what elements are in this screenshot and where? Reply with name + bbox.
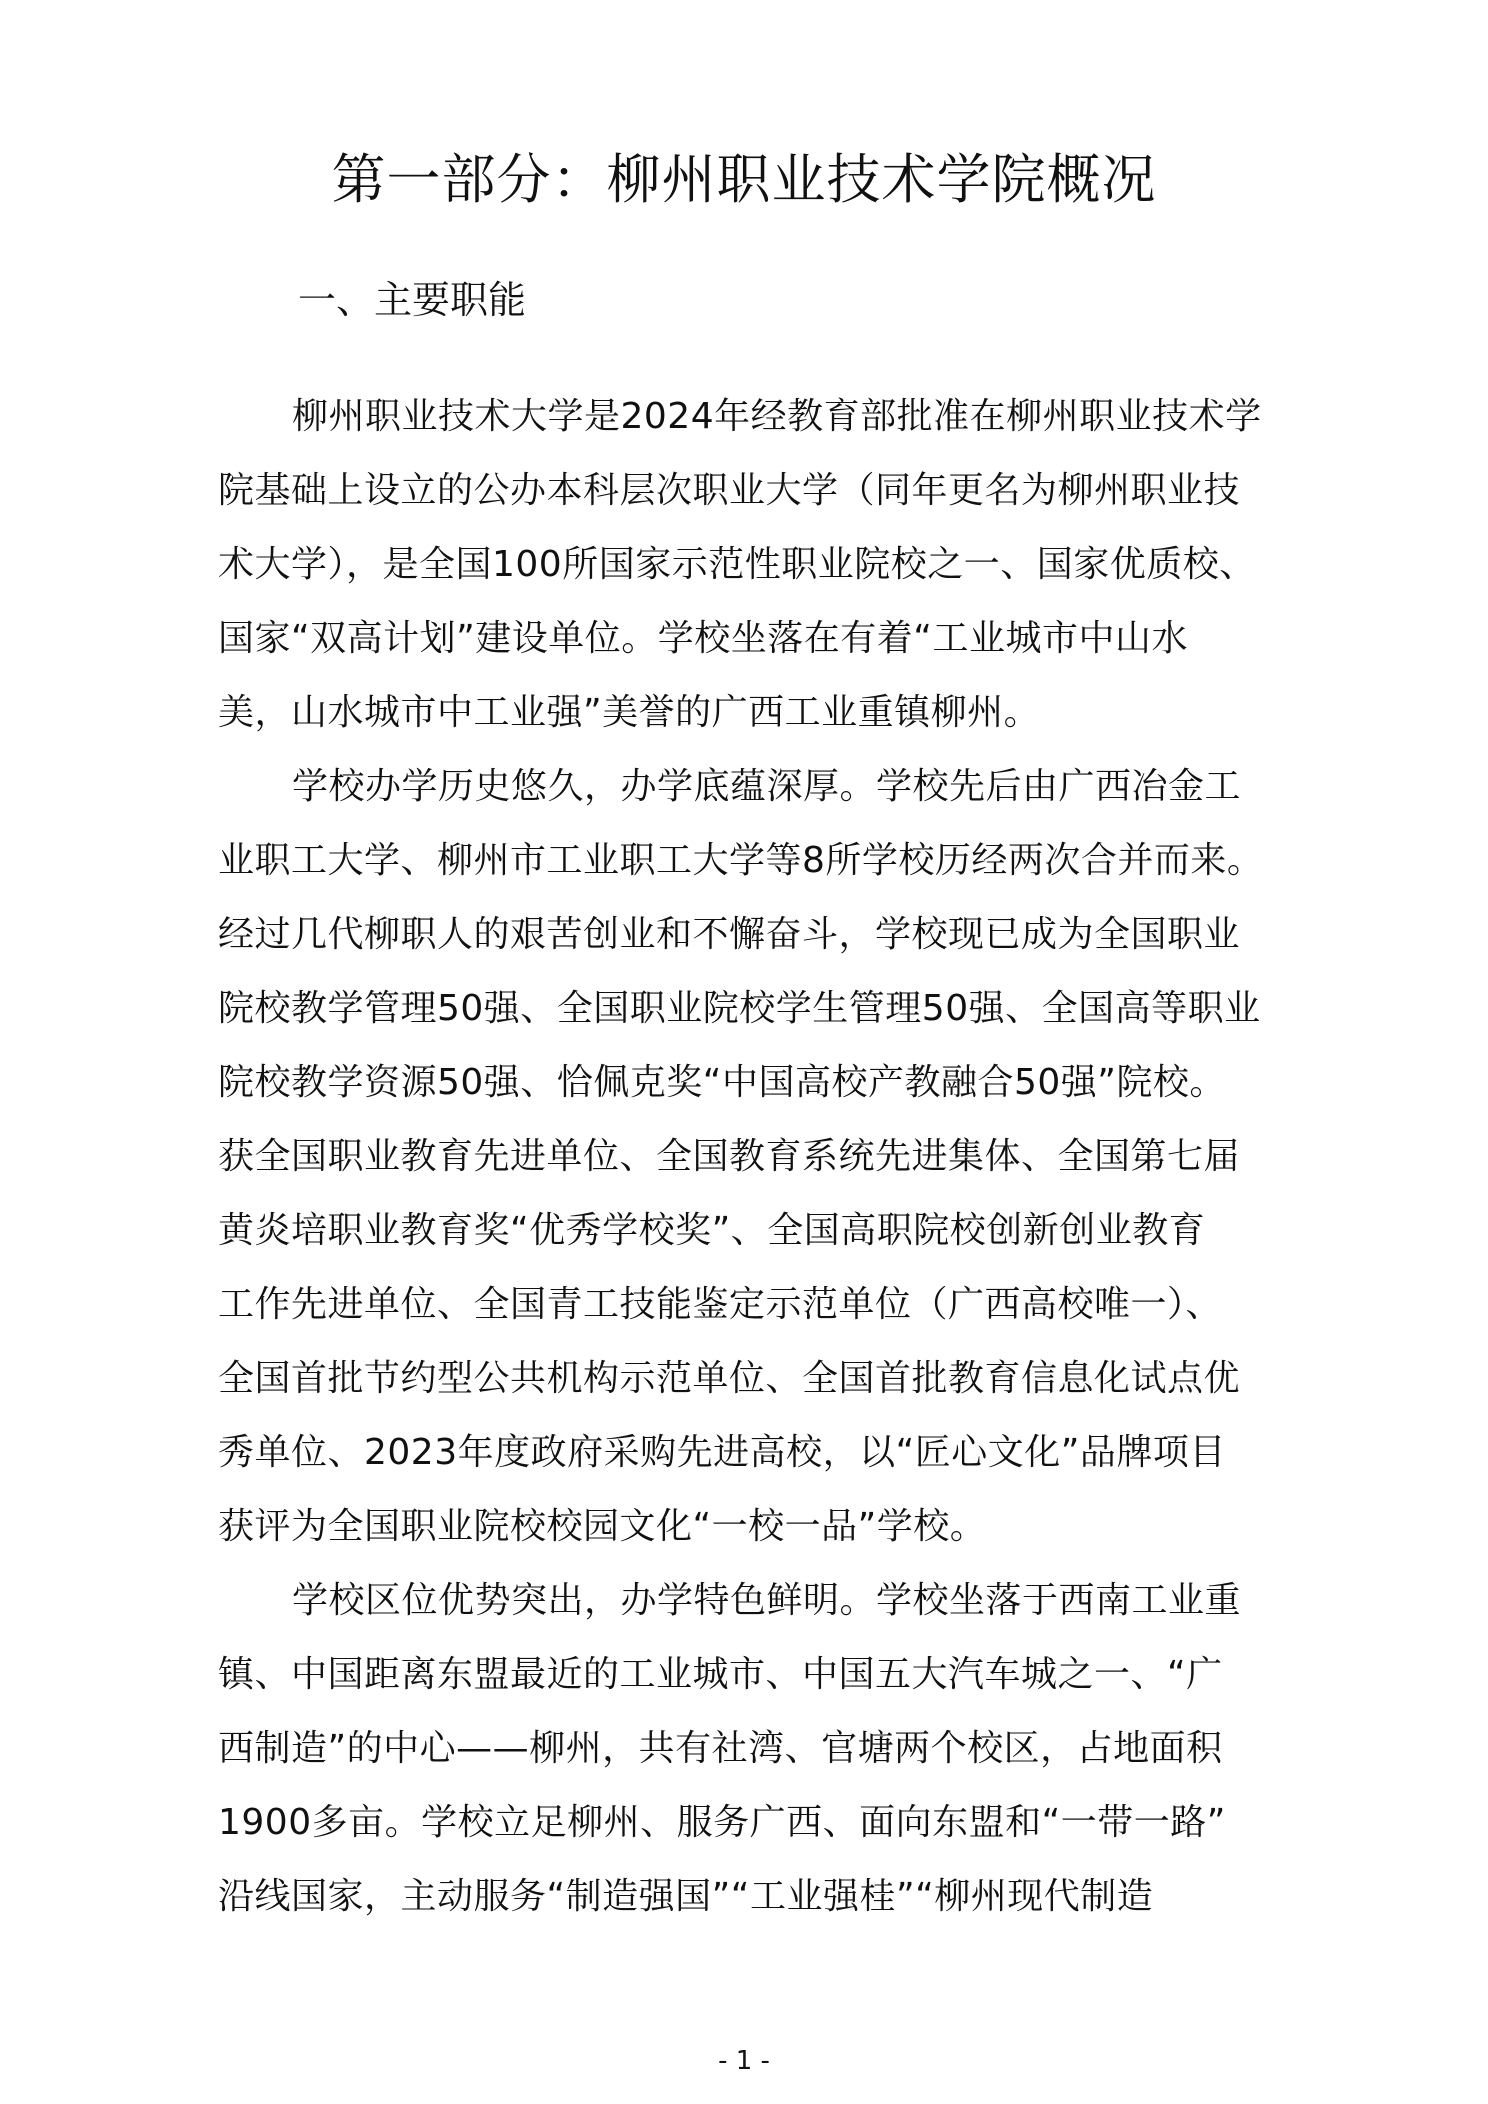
body-line: 黄炎培职业教育奖“优秀学校奖”、全国高职院校创新创业教育: [218, 1210, 1206, 1251]
body-line: 获全国职业教育先进单位、全国教育系统先进集体、全国第七届: [218, 1136, 1241, 1177]
body-line: 沿线国家，主动服务“制造强国”“工业强桂”“柳州现代制造: [218, 1876, 1154, 1917]
body-line: 业职工大学、柳州市工业职工大学等8所学校历经两次合并而来。: [218, 840, 1264, 881]
body-line: 国家“双高计划”建设单位。学校坐落在有着“工业城市中山水: [218, 618, 1188, 659]
body-line: 秀单位、2023年度政府采购先进高校，以“匠心文化”品牌项目: [218, 1432, 1226, 1473]
page-title: 第一部分：柳州职业技术学院概况: [331, 148, 1157, 211]
body-line: 柳州职业技术大学是2024年经教育部批准在柳州职业技术学: [292, 396, 1262, 437]
body-line: 镇、中国距离东盟最近的工业城市、中国五大汽车城之一、“广: [218, 1654, 1223, 1695]
body-line: 美，山水城市中工业强”美誉的广西工业重镇柳州。: [218, 692, 1041, 733]
body-line: 学校区位优势突出，办学特色鲜明。学校坐落于西南工业重: [292, 1580, 1242, 1621]
body-line: 经过几代柳职人的艰苦创业和不懈奋斗，学校现已成为全国职业: [218, 914, 1241, 955]
body-line: 院校教学管理50强、全国职业院校学生管理50强、全国高等职业: [218, 988, 1261, 1029]
body-line: 工作先进单位、全国青工技能鉴定示范单位（广西高校唯一）、: [218, 1284, 1223, 1325]
page-number: - 1 -: [718, 2046, 770, 2076]
body-line: 获评为全国职业院校校园文化“一校一品”学校。: [218, 1506, 987, 1547]
body-line: 术大学），是全国100所国家示范性职业院校之一、国家优质校、: [218, 544, 1256, 585]
body-text: [218, 380, 1298, 1934]
section-heading: 一、主要职能: [298, 278, 527, 322]
body-line: 全国首批节约型公共机构示范单位、全国首批教育信息化试点优: [218, 1358, 1241, 1399]
body-line: 西制造”的中心——柳州，共有社湾、官塘两个校区，占地面积: [218, 1728, 1223, 1769]
body-line: 院基础上设立的公办本科层次职业大学（同年更名为柳州职业技: [218, 470, 1241, 511]
body-line: 1900多亩。学校立足柳州、服务广西、面向东盟和“一带一路”: [218, 1802, 1226, 1843]
body-line: 院校教学资源50强、恰佩克奖“中国高校产教融合50强”院校。: [218, 1062, 1226, 1103]
body-line: 学校办学历史悠久，办学底蕴深厚。学校先后由广西冶金工: [292, 766, 1242, 807]
